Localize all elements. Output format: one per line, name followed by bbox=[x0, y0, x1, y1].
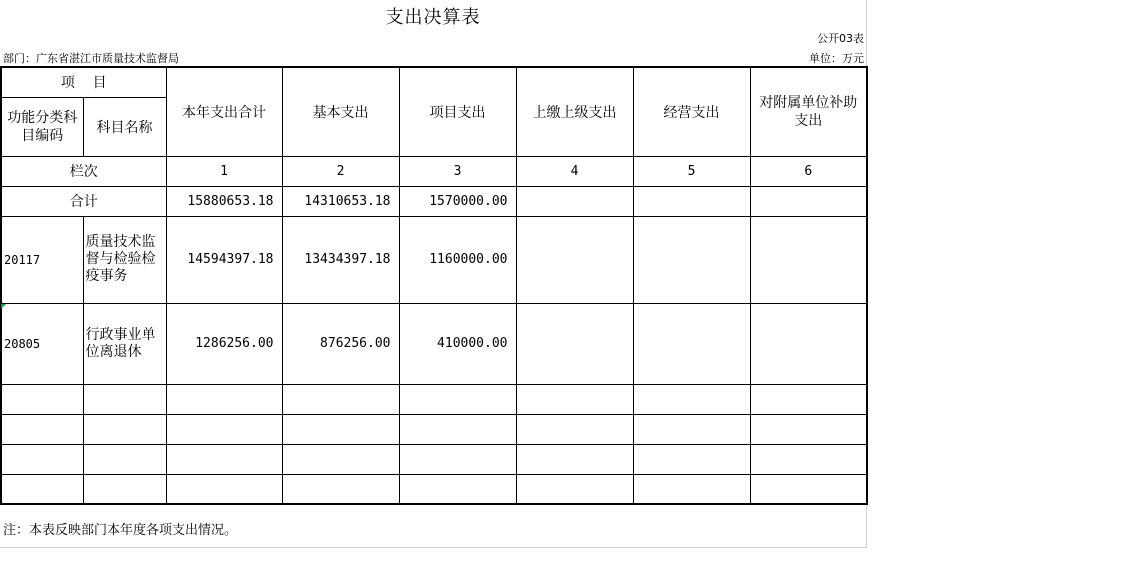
column-number[interactable]: 4 bbox=[516, 156, 633, 186]
value-cell[interactable] bbox=[633, 303, 750, 384]
empty-cell[interactable] bbox=[282, 384, 399, 414]
total-cell[interactable]: 15880653.18 bbox=[166, 186, 282, 216]
empty-cell[interactable] bbox=[750, 414, 867, 444]
empty-cell[interactable] bbox=[1, 384, 83, 414]
total-cell[interactable] bbox=[750, 186, 867, 216]
value-cell[interactable]: 876256.00 bbox=[282, 303, 399, 384]
empty-cell[interactable] bbox=[83, 414, 166, 444]
table-row bbox=[1, 303, 867, 384]
table-row bbox=[1, 216, 867, 303]
empty-row bbox=[1, 414, 867, 444]
empty-cell[interactable] bbox=[516, 474, 633, 504]
header-item[interactable]: 项 目 bbox=[1, 67, 166, 97]
empty-cell[interactable] bbox=[516, 444, 633, 474]
value-cell[interactable]: 1160000.00 bbox=[399, 216, 516, 303]
empty-cell[interactable] bbox=[282, 474, 399, 504]
header-basic[interactable]: 基本支出 bbox=[282, 67, 399, 156]
empty-row bbox=[1, 474, 867, 504]
cell-error-indicator bbox=[1, 304, 6, 309]
total-cell[interactable]: 1570000.00 bbox=[399, 186, 516, 216]
value-cell[interactable] bbox=[633, 216, 750, 303]
page-title: 支出决算表 bbox=[385, 7, 481, 28]
value-cell[interactable] bbox=[750, 303, 867, 384]
value-cell[interactable]: 410000.00 bbox=[399, 303, 516, 384]
empty-cell[interactable] bbox=[750, 444, 867, 474]
value-cell[interactable] bbox=[750, 216, 867, 303]
empty-cell[interactable] bbox=[633, 474, 750, 504]
function-code-cell[interactable]: 20117 bbox=[1, 216, 83, 303]
header-total[interactable]: 本年支出合计 bbox=[166, 67, 282, 156]
empty-cell[interactable] bbox=[83, 474, 166, 504]
empty-cell[interactable] bbox=[166, 474, 282, 504]
value-cell[interactable] bbox=[516, 303, 633, 384]
header-upper[interactable]: 上缴上级支出 bbox=[516, 67, 633, 156]
value-cell[interactable] bbox=[516, 216, 633, 303]
empty-cell[interactable] bbox=[750, 474, 867, 504]
subject-name-cell[interactable]: 行政事业单位离退休 bbox=[83, 303, 166, 384]
header-subject-name[interactable]: 科目名称 bbox=[83, 97, 166, 156]
total-cell[interactable] bbox=[633, 186, 750, 216]
empty-cell[interactable] bbox=[516, 414, 633, 444]
empty-cell[interactable] bbox=[83, 384, 166, 414]
header-func-code[interactable]: 功能分类科目编码 bbox=[1, 97, 83, 156]
header-project[interactable]: 项目支出 bbox=[399, 67, 516, 156]
empty-cell[interactable] bbox=[166, 384, 282, 414]
header-subsidy[interactable]: 对附属单位补助支出 bbox=[750, 67, 867, 156]
column-number[interactable]: 6 bbox=[750, 156, 867, 186]
empty-cell[interactable] bbox=[1, 414, 83, 444]
expenditure-table bbox=[0, 66, 868, 505]
empty-row bbox=[1, 444, 867, 474]
empty-cell[interactable] bbox=[166, 444, 282, 474]
column-number[interactable]: 1 bbox=[166, 156, 282, 186]
empty-cell[interactable] bbox=[83, 444, 166, 474]
empty-cell[interactable] bbox=[166, 414, 282, 444]
empty-cell[interactable] bbox=[633, 384, 750, 414]
column-index-label[interactable]: 栏次 bbox=[1, 156, 166, 186]
empty-cell[interactable] bbox=[282, 414, 399, 444]
footnote: 注：本表反映部门本年度各项支出情况。 bbox=[3, 523, 238, 538]
total-cell[interactable]: 14310653.18 bbox=[282, 186, 399, 216]
value-cell[interactable]: 13434397.18 bbox=[282, 216, 399, 303]
empty-cell[interactable] bbox=[399, 414, 516, 444]
total-label[interactable]: 合计 bbox=[1, 186, 166, 216]
empty-cell[interactable] bbox=[750, 384, 867, 414]
header-business[interactable]: 经营支出 bbox=[633, 67, 750, 156]
value-cell[interactable]: 1286256.00 bbox=[166, 303, 282, 384]
empty-cell[interactable] bbox=[1, 444, 83, 474]
column-number[interactable]: 5 bbox=[633, 156, 750, 186]
empty-cell[interactable] bbox=[282, 444, 399, 474]
form-number: 公开03表 bbox=[817, 32, 864, 45]
subject-name-cell[interactable]: 质量技术监督与检验检疫事务 bbox=[83, 216, 166, 303]
empty-cell[interactable] bbox=[633, 414, 750, 444]
total-cell[interactable] bbox=[516, 186, 633, 216]
empty-cell[interactable] bbox=[399, 444, 516, 474]
column-number[interactable]: 2 bbox=[282, 156, 399, 186]
column-number[interactable]: 3 bbox=[399, 156, 516, 186]
function-code-cell[interactable]: 20805 bbox=[1, 303, 83, 384]
empty-cell[interactable] bbox=[399, 474, 516, 504]
empty-cell[interactable] bbox=[1, 474, 83, 504]
value-cell[interactable]: 14594397.18 bbox=[166, 216, 282, 303]
unit-label: 单位：万元 bbox=[809, 52, 864, 65]
empty-cell[interactable] bbox=[516, 384, 633, 414]
department-label: 部门：广东省湛江市质量技术监督局 bbox=[3, 52, 179, 65]
empty-cell[interactable] bbox=[399, 384, 516, 414]
empty-row bbox=[1, 384, 867, 414]
empty-cell[interactable] bbox=[633, 444, 750, 474]
